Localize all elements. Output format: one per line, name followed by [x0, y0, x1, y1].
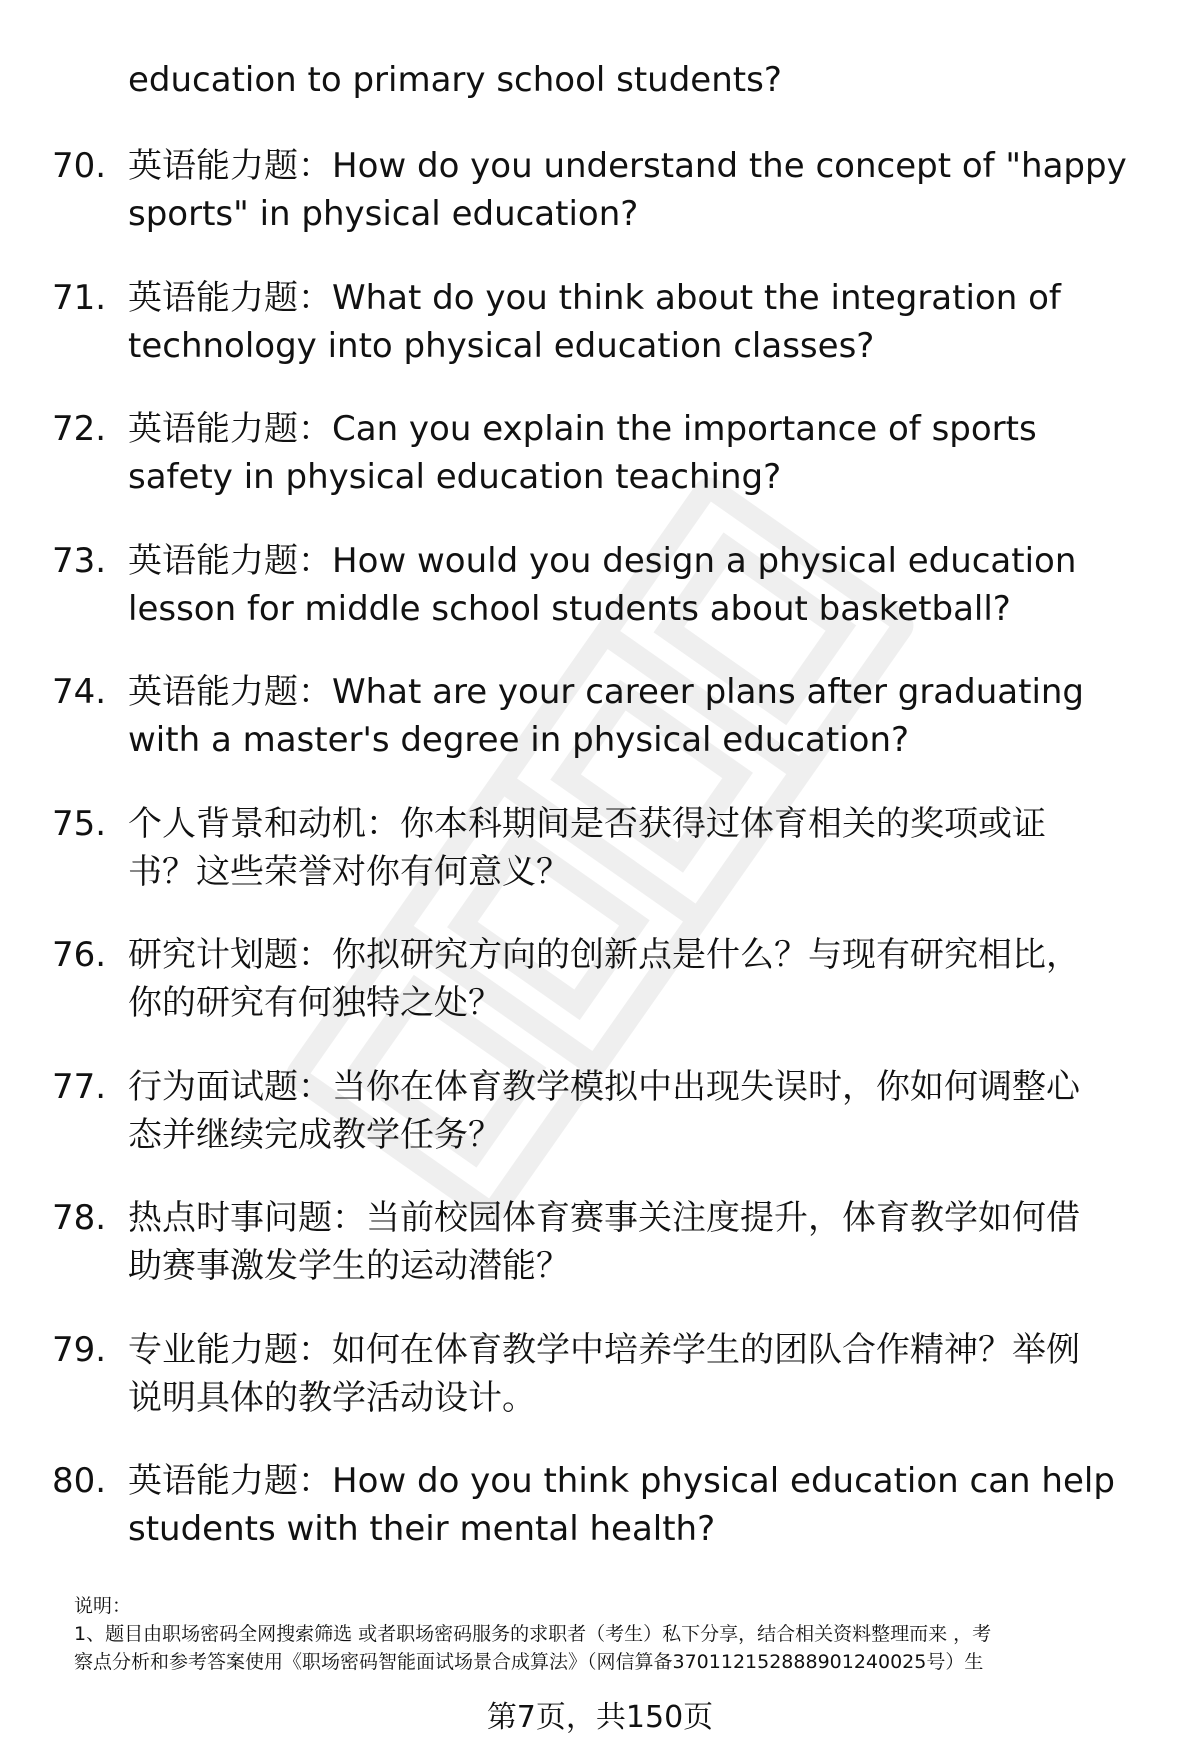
question-text-line: 你的研究有何独特之处？ — [128, 983, 502, 1023]
question-text-line: 说明具体的教学活动设计。 — [128, 1377, 536, 1418]
question-text-line: 研究计划题：你拟研究方向的创新点是什么？与现有研究相比， — [128, 935, 1080, 975]
notes-line-1: 1、题目由职场密码全网搜索筛选 或者职场密码服务的求职者（考生）私下分享，结合相关资料整理而来 ，考 — [74, 1623, 992, 1645]
question-text-line: 助赛事激发学生的运动潜能？ — [128, 1246, 570, 1286]
question-text-line: students with their mental health? — [128, 1509, 716, 1549]
question-text-line: 书？这些荣誉对你有何意义？ — [128, 851, 570, 892]
question-text-line: 专业能力题：如何在体育教学中培养学生的团队合作精神？举例 — [128, 1329, 1080, 1370]
question-text — [128, 1063, 1173, 1159]
question-text-line: 个人背景和动机：你本科期间是否获得过体育相关的奖项或证 — [128, 803, 1046, 844]
question-continuation: education to primary school students? — [128, 60, 782, 100]
question-text-line: 热点时事问题：当前校园体育赛事关注度提升，体育教学如何借 — [128, 1198, 1080, 1238]
question-item — [0, 1457, 1200, 1589]
question-item — [0, 668, 1200, 800]
question-text-line: 英语能力题：Can you explain the importance of sports — [128, 409, 1037, 449]
question-text-line: 行为面试题：当你在体育教学模拟中出现失误时，你如何调整心 — [128, 1066, 1080, 1107]
question-text — [128, 1194, 1173, 1290]
question-text — [128, 537, 1173, 633]
question-text — [128, 1457, 1173, 1553]
notes-section — [74, 1592, 1154, 1676]
question-text-line: 英语能力题：How do you think physical education can help — [128, 1461, 1115, 1501]
question-text-line: 英语能力题：What do you think about the integration of — [128, 277, 1061, 318]
question-text — [128, 1326, 1173, 1422]
question-text-line: with a master's degree in physical education? — [128, 720, 910, 760]
question-text-line: safety in physical education teaching? — [128, 457, 782, 497]
question-item — [0, 537, 1200, 669]
question-number: 74. — [52, 672, 107, 712]
question-item — [0, 142, 1200, 274]
question-number: 70. — [52, 146, 107, 186]
question-text-line: 英语能力题：What are your career plans after graduating — [128, 672, 1085, 712]
question-text-line: sports" in physical education? — [128, 194, 639, 234]
question-item — [0, 405, 1200, 537]
question-item — [0, 274, 1200, 406]
question-number: 76. — [52, 935, 107, 975]
question-text — [128, 668, 1173, 764]
question-text — [128, 142, 1173, 238]
question-number: 79. — [52, 1329, 107, 1370]
question-text-line: 英语能力题：How would you design a physical education — [128, 540, 1077, 581]
question-text-line: 态并继续完成教学任务？ — [128, 1114, 502, 1155]
question-number: 77. — [52, 1066, 107, 1107]
question-number: 72. — [52, 409, 107, 449]
question-text — [128, 931, 1173, 1027]
question-number: 75. — [52, 803, 107, 844]
question-text-line: lesson for middle school students about basketball? — [128, 588, 1011, 629]
question-item — [0, 1063, 1200, 1195]
question-number: 80. — [52, 1461, 107, 1501]
question-text — [128, 405, 1173, 501]
question-list — [0, 142, 1200, 1589]
question-number: 71. — [52, 277, 107, 318]
question-item — [0, 931, 1200, 1063]
question-number: 73. — [52, 540, 107, 581]
question-item — [0, 1326, 1200, 1458]
notes-line-2: 察点分析和参考答案使用《职场密码智能面试场景合成算法》（网信算备370112152888901240025号）生 — [74, 1651, 984, 1673]
question-text — [128, 800, 1173, 896]
notes-label: 说明： — [74, 1595, 132, 1617]
question-text-line: technology into physical education classes? — [128, 325, 875, 366]
question-item — [0, 800, 1200, 932]
page-number-footer: 第7页，共150页 — [486, 1700, 714, 1735]
question-item — [0, 1194, 1200, 1326]
question-text-line: 英语能力题：How do you understand the concept of "happy — [128, 146, 1127, 186]
question-number: 78. — [52, 1198, 107, 1238]
question-text — [128, 274, 1173, 370]
